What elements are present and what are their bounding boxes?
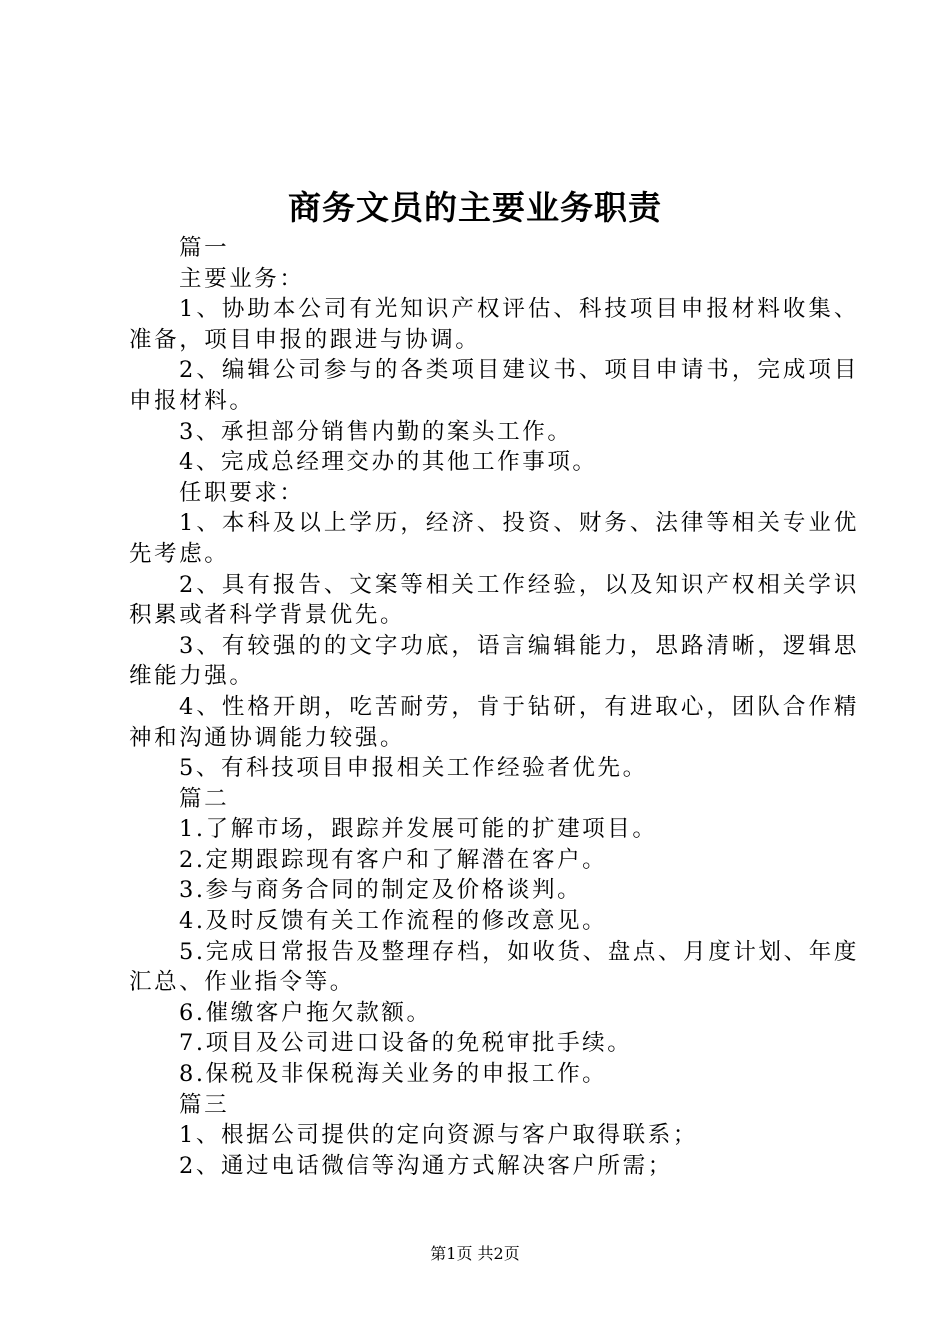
paragraph: 3、承担部分销售内勤的案头工作。 xyxy=(179,418,573,445)
paragraph: 1.了解市场，跟踪并发展可能的扩建项目。 xyxy=(179,816,658,843)
paragraph: 3.参与商务合同的制定及价格谈判。 xyxy=(179,877,583,904)
paragraph: 2.定期跟踪现有客户和了解潜在客户。 xyxy=(179,846,608,873)
paragraph: 篇一 xyxy=(179,235,230,261)
paragraph: 8.保税及非保税海关业务的申报工作。 xyxy=(179,1061,608,1088)
document-body xyxy=(129,233,859,1181)
page-number-footer: 第1页 共2页 xyxy=(430,1244,520,1263)
paragraph: 篇三 xyxy=(179,1091,230,1118)
paragraph: 2、编辑公司参与的各类项目建议书、项目申请书，完成项目申报材料。 xyxy=(129,357,859,414)
paragraph: 1、本科及以上学历，经济、投资、财务、法律等相关专业优先考虑。 xyxy=(129,510,859,567)
paragraph: 篇二 xyxy=(179,785,230,812)
paragraph: 主要业务： xyxy=(179,265,305,292)
paragraph: 3、有较强的的文字功底，语言编辑能力，思路清晰，逻辑思维能力强。 xyxy=(129,632,859,690)
paragraph: 1、协助本公司有光知识产权评估、科技项目申报材料收集、准备，项目申报的跟进与协调。 xyxy=(129,296,859,353)
paragraph: 5.完成日常报告及整理存档，如收货、盘点、月度计划、年度汇总、作业指令等。 xyxy=(129,938,859,996)
paragraph: 6.催缴客户拖欠款额。 xyxy=(179,999,432,1026)
paragraph: 1、根据公司提供的定向资源与客户取得联系； xyxy=(179,1122,698,1149)
paragraph: 任职要求： xyxy=(179,479,305,506)
document-title: 商务文员的主要业务职责 xyxy=(288,188,662,227)
paragraph: 4、完成总经理交办的其他工作事项。 xyxy=(179,449,598,476)
paragraph: 2、具有报告、文案等相关工作经验，以及知识产权相关学识积累或者科学背景优先。 xyxy=(129,571,859,629)
paragraph: 2、通过电话微信等沟通方式解决客户所需； xyxy=(179,1152,673,1179)
paragraph: 7.项目及公司进口设备的免税审批手续。 xyxy=(179,1030,633,1057)
paragraph: 5、有科技项目申报相关工作经验者优先。 xyxy=(179,755,648,782)
paragraph: 4.及时反馈有关工作流程的修改意见。 xyxy=(179,908,608,935)
paragraph: 4、性格开朗，吃苦耐劳，肯于钻研，有进取心，团队合作精神和沟通协调能力较强。 xyxy=(129,693,859,751)
